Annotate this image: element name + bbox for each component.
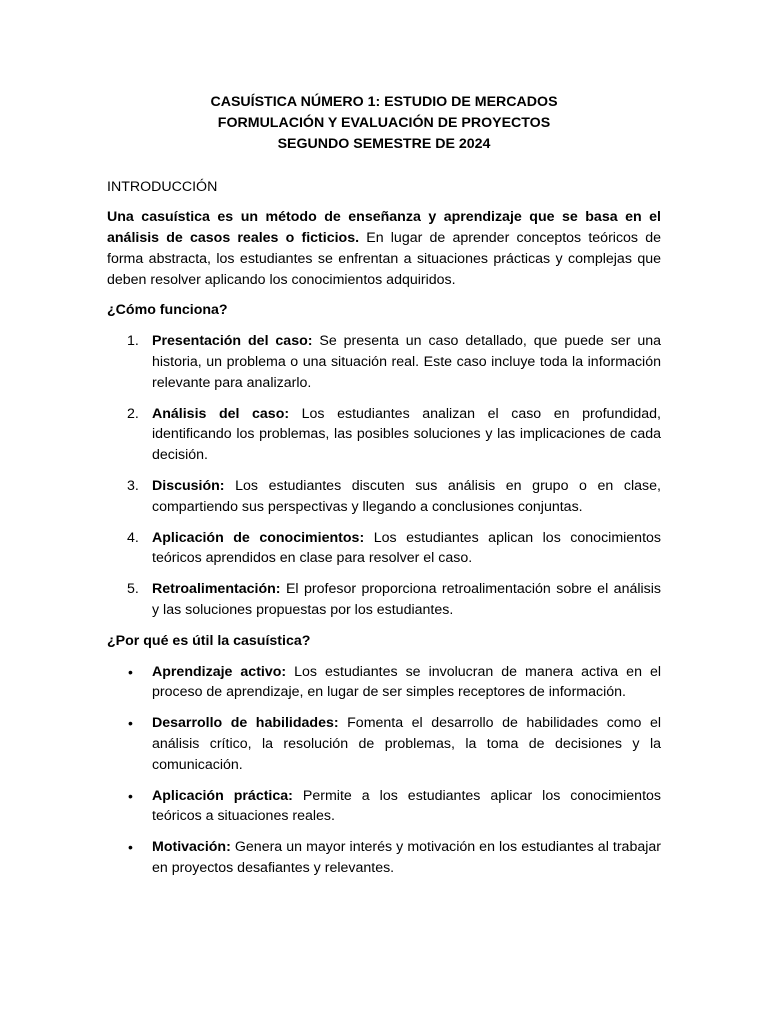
item-label: Análisis del caso: — [152, 405, 290, 422]
list-item — [107, 579, 661, 621]
list-number: 4. — [127, 529, 139, 546]
list-item — [107, 528, 661, 570]
bullet-icon: • — [128, 715, 133, 732]
list-item — [107, 404, 661, 466]
title-line-1: CASUÍSTICA NÚMERO 1: ESTUDIO DE MERCADOS — [210, 94, 558, 110]
list-number: 3. — [127, 477, 139, 494]
title-line-3: SEGUNDO SEMESTRE DE 2024 — [277, 135, 491, 152]
item-text: Los estudiantes aplican los conocimientos teóricos aprendidos en clase para resolver el caso. — [152, 529, 661, 567]
item-label: Aprendizaje activo: — [152, 663, 287, 680]
list-item — [107, 713, 661, 775]
item-text: Los estudiantes analizan el caso en profundidad, identificando los problemas, las posibles soluciones y las implicaciones de cada decisión. — [152, 405, 661, 464]
item-text: Los estudiantes se involucran de manera activa en el proceso de aprendizaje, en lugar de ser simples receptores de información. — [152, 663, 662, 701]
item-label: Desarrollo de habilidades: — [152, 715, 339, 732]
item-label: Aplicación práctica: — [152, 787, 293, 804]
bullet-icon: • — [128, 787, 133, 804]
bullet-icon: • — [128, 663, 133, 680]
question-por-que-util: ¿Por qué es útil la casuística? — [107, 632, 311, 649]
item-text: Los estudiantes discuten sus análisis en grupo o en clase, compartiendo sus perspectivas y llegando a conclusiones conjuntas. — [152, 477, 661, 515]
numbered-list — [107, 331, 661, 621]
item-label: Discusión: — [152, 477, 225, 494]
section-heading-introduccion: INTRODUCCIÓN — [107, 179, 218, 196]
list-item — [107, 476, 661, 518]
bullet-icon: • — [128, 839, 133, 856]
list-number: 1. — [127, 333, 139, 350]
item-label: Motivación: — [152, 839, 231, 856]
list-item — [107, 331, 661, 393]
title-line-2: FORMULACIÓN Y EVALUACIÓN DE PROYECTOS — [217, 114, 551, 131]
item-label: Retroalimentación: — [152, 581, 281, 598]
bullet-list — [107, 662, 661, 879]
list-item — [107, 662, 661, 704]
item-text: Permite a los estudiantes aplicar los conocimientos teóricos a situaciones reales. — [152, 787, 661, 825]
document-title — [107, 92, 661, 154]
list-item — [107, 786, 661, 828]
item-label: Presentación del caso: — [152, 333, 313, 350]
question-como-funciona: ¿Cómo funciona? — [107, 302, 228, 319]
item-text: El profesor proporciona retroalimentación sobre el análisis y las soluciones propuestas por los estudiantes. — [152, 581, 661, 618]
intro-bold-lead: Una casuística es un método de enseñanza y aprendizaje que se basa en el análisis de casos reales o ficticios. — [107, 209, 661, 246]
intro-paragraph — [107, 207, 661, 290]
intro-text: En lugar de aprender conceptos teóricos de forma abstracta, los estudiantes se enfrentan a situaciones prácticas y complejas que deben resolver aplicando los conocimientos adquiridos. — [107, 229, 661, 288]
list-number: 5. — [127, 581, 139, 598]
list-number: 2. — [127, 405, 139, 422]
item-text: Genera un mayor interés y motivación en los estudiantes al trabajar en proyectos desafiantes y relevantes. — [152, 839, 661, 876]
item-text: Se presenta un caso detallado, que puede ser una historia, un problema o una situación real. Este caso incluye toda la información relevante para analizarlo. — [152, 333, 662, 391]
list-item — [107, 837, 661, 879]
item-text: Fomenta el desarrollo de habilidades como el análisis crítico, la resolución de problemas, la toma de decisiones y la comunicación. — [152, 715, 661, 773]
item-label: Aplicación de conocimientos: — [152, 529, 365, 546]
